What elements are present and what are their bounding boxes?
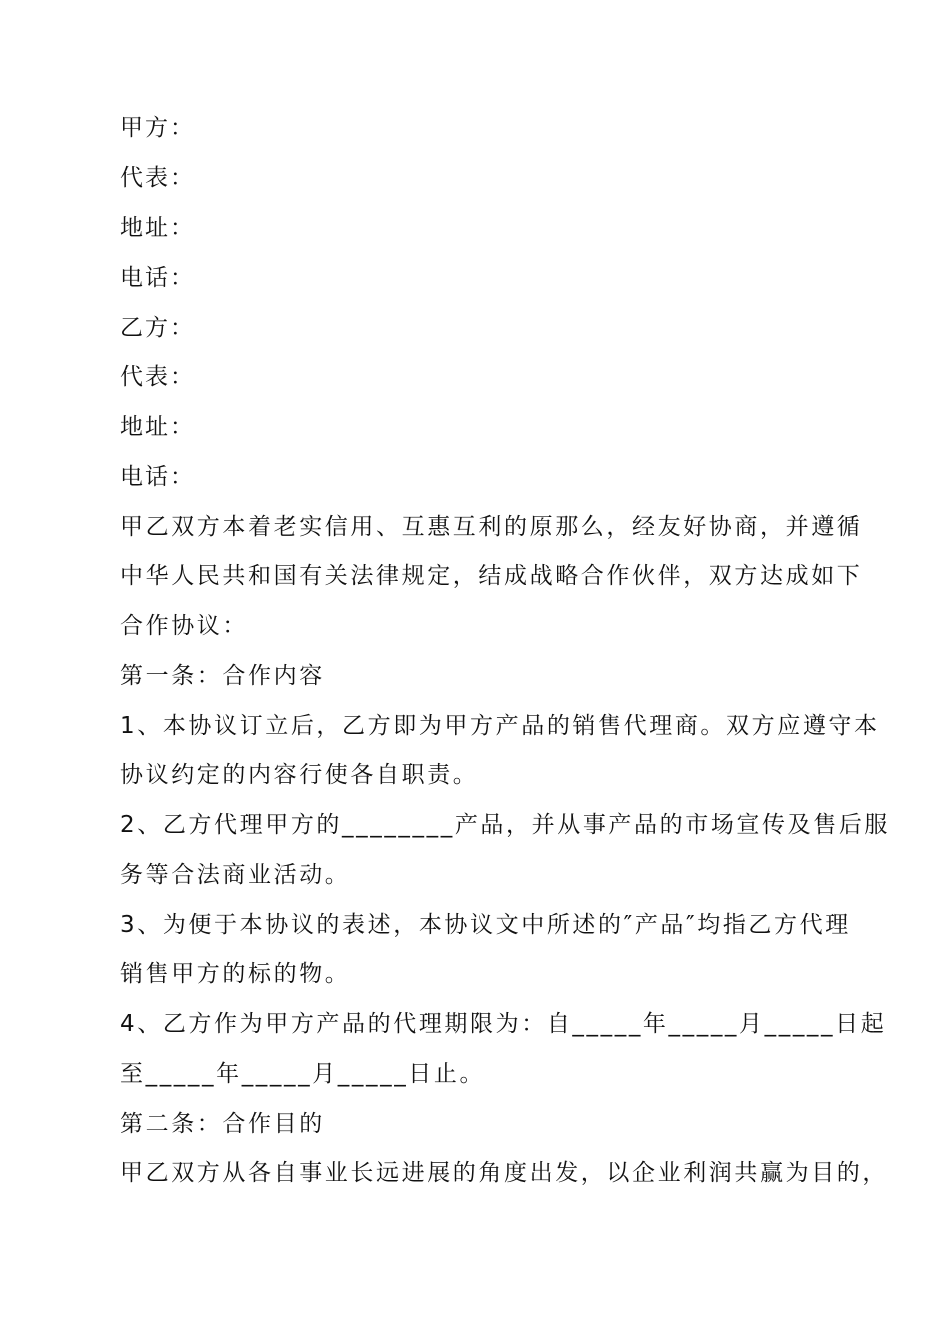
article-1-heading: 第一条：合作内容 <box>120 663 325 689</box>
party-b-phone-label: 电话： <box>120 464 195 490</box>
party-a-rep-label: 代表： <box>120 165 195 191</box>
article-1-line: 1、本协议订立后，乙方即为甲方产品的销售代理商。双方应遵守本 <box>120 713 880 739</box>
preamble-line: 中华人民共和国有关法律规定，结成战略合作伙伴，双方达成如下 <box>120 563 863 589</box>
party-a-label: 甲方： <box>120 115 195 141</box>
preamble-line: 甲乙双方本着老实信用、互惠互利的原那么，经友好协商，并遵循 <box>120 514 863 540</box>
party-b-address-label: 地址： <box>120 414 195 440</box>
article-2-line: 甲乙双方从各自事业长远进展的角度出发，以企业利润共赢为目的， <box>120 1160 888 1186</box>
preamble-line: 合作协议： <box>120 613 248 639</box>
article-1-line: 销售甲方的标的物。 <box>120 961 351 987</box>
party-b-rep-label: 代表： <box>120 364 195 390</box>
article-1-line: 2、乙方代理甲方的________产品，并从事产品的市场宣传及售后服 <box>120 812 891 838</box>
party-b-label: 乙方： <box>120 315 195 341</box>
article-1-line: 至_____年_____月_____日止。 <box>120 1061 486 1087</box>
article-1-line: 务等合法商业活动。 <box>120 862 351 888</box>
article-2-heading: 第二条：合作目的 <box>120 1111 325 1137</box>
article-1-line: 4、乙方作为甲方产品的代理期限为：自_____年_____月_____日起 <box>120 1011 887 1037</box>
article-1-line: 协议约定的内容行使各自职责。 <box>120 762 479 788</box>
party-a-address-label: 地址： <box>120 215 195 241</box>
article-1-line: 3、为便于本协议的表述，本协议文中所述的″产品″均指乙方代理 <box>120 912 851 938</box>
party-a-phone-label: 电话： <box>120 265 195 291</box>
